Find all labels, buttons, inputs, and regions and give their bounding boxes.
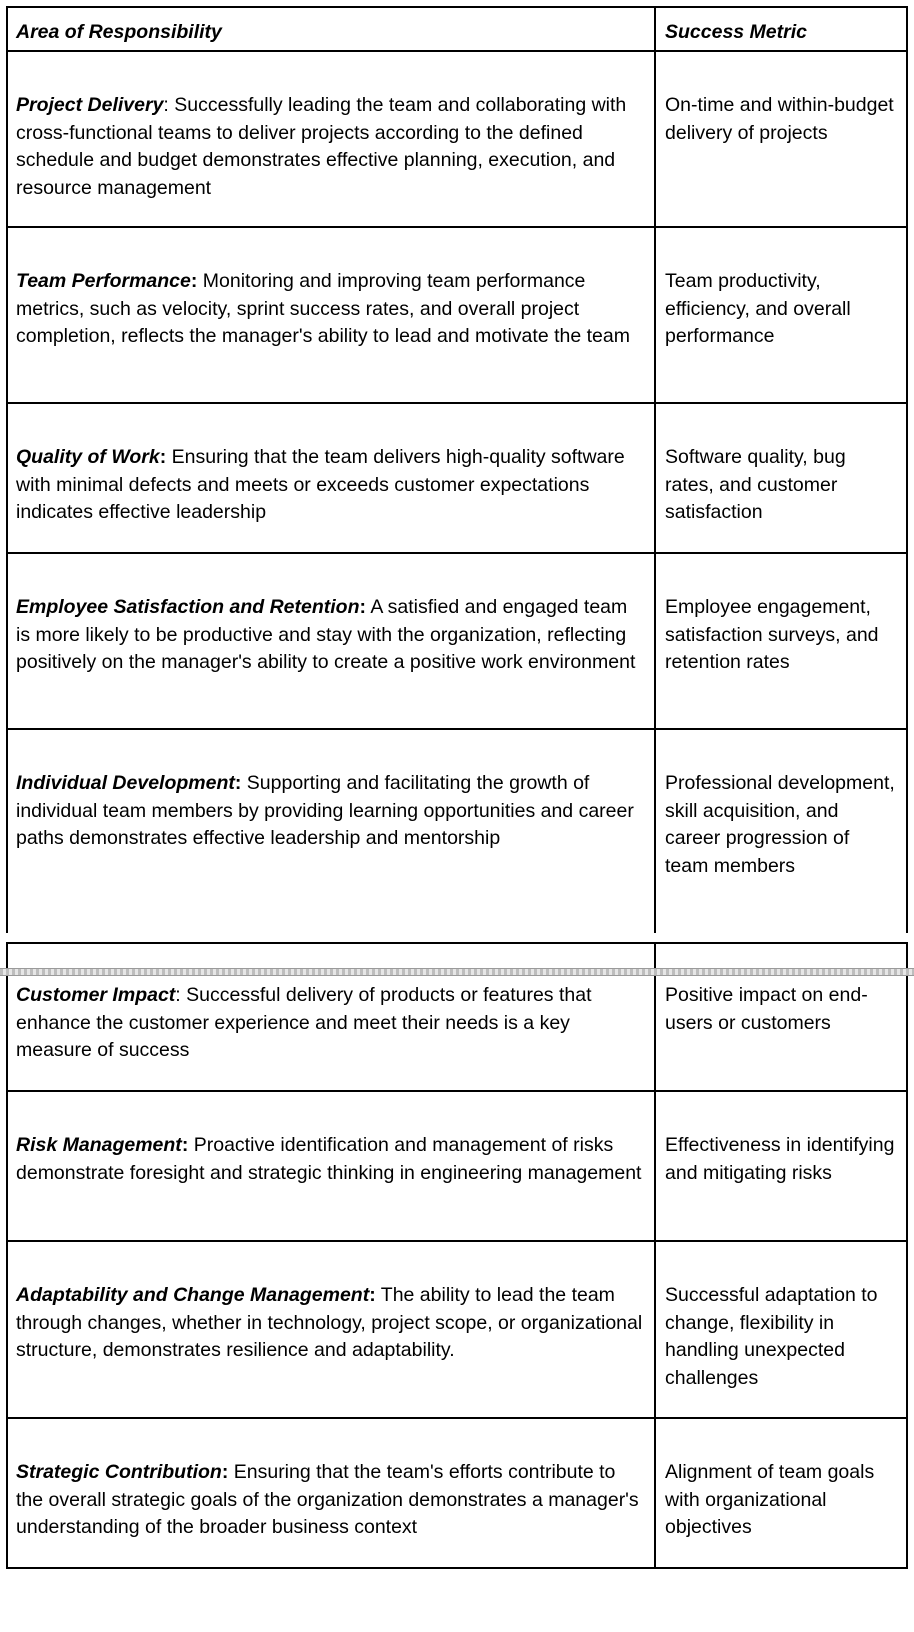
header-metric: Success Metric <box>665 21 807 43</box>
area-text: Successfully leading the team and collaborating with cross-functional teams to deliver projects according to the defined schedule and budget demonstrates effective planning, execution, and resource management <box>16 94 627 199</box>
area-cell <box>8 1419 656 1567</box>
area-sep: : <box>234 772 242 794</box>
area-text: Proactive identification and management of risks demonstrate foresight and strategic thinking in engineering management <box>16 1134 642 1184</box>
table-row <box>6 942 908 1092</box>
area-cell <box>8 404 656 552</box>
area-title: Quality of Work <box>16 446 160 468</box>
metric-cell: Positive impact on end-users or customers <box>665 984 868 1034</box>
area-cell <box>8 228 656 402</box>
metric-cell: Software quality, bug rates, and customer satisfaction <box>665 446 846 523</box>
area-text: Successful delivery of products or features that enhance the customer experience and meet their needs is a key measure of success <box>16 984 592 1061</box>
area-title: Strategic Contribution <box>16 1461 222 1483</box>
area-sep: : <box>190 270 198 292</box>
area-sep: : <box>221 1461 229 1483</box>
table-row <box>6 554 908 730</box>
metric-cell: Effectiveness in identifying and mitigating risks <box>665 1134 895 1184</box>
table-row <box>6 404 908 554</box>
area-text: Monitoring and improving team performance metrics, such as velocity, sprint success rates, and overall project completion, reflects the manager's ability to lead and motivate the team <box>16 270 630 347</box>
area-sep: : <box>159 446 167 468</box>
metric-cell: Team productivity, efficiency, and overall performance <box>665 270 851 347</box>
table-header-row <box>6 6 908 52</box>
area-title: Team Performance <box>16 270 191 292</box>
table-row <box>6 730 908 933</box>
table-row <box>6 1419 908 1569</box>
table-row <box>6 228 908 404</box>
area-sep: : <box>359 596 366 618</box>
responsibility-table <box>6 6 908 1569</box>
area-cell <box>8 730 656 933</box>
area-text: Ensuring that the team's efforts contribute to the overall strategic goals of the organization demonstrates a manager's understanding of the broader business context <box>16 1461 639 1538</box>
metric-cell: Employee engagement, satisfaction surveys, and retention rates <box>665 596 879 673</box>
area-sep: : <box>163 94 169 116</box>
table-row <box>6 52 908 228</box>
area-title: Adaptability and Change Management <box>16 1284 370 1306</box>
area-title: Customer Impact <box>16 984 176 1006</box>
area-title: Project Delivery <box>16 94 164 116</box>
area-cell <box>8 52 656 226</box>
area-cell <box>8 944 656 1090</box>
area-cell <box>8 554 656 728</box>
table-row <box>6 1092 908 1242</box>
metric-cell: Successful adaptation to change, flexibility in handling unexpected challenges <box>665 1284 878 1389</box>
area-sep: : <box>175 984 181 1006</box>
area-text: The ability to lead the team through changes, whether in technology, project scope, or organizational structure, demonstrates resilience and adaptability. <box>16 1284 643 1361</box>
page-break-divider <box>0 968 914 976</box>
table-row <box>6 1242 908 1419</box>
area-sep: : <box>181 1134 189 1156</box>
area-cell <box>8 1092 656 1240</box>
header-area: Area of Responsibility <box>8 8 656 50</box>
area-text: A satisfied and engaged team is more likely to be productive and stay with the organization, reflecting positively on the manager's ability to create a positive work environment <box>16 596 636 673</box>
area-title: Risk Management <box>16 1134 182 1156</box>
area-sep: : <box>369 1284 376 1306</box>
area-text: Supporting and facilitating the growth of individual team members by providing learning opportunities and career paths demonstrates effective leadership and mentorship <box>16 772 634 849</box>
metric-cell: Alignment of team goals with organizational objectives <box>665 1461 875 1538</box>
area-text: Ensuring that the team delivers high-quality software with minimal defects and meets or exceeds customer expectations indicates effective leadership <box>16 446 625 523</box>
area-title: Employee Satisfaction and Retention <box>16 596 360 618</box>
area-cell <box>8 1242 656 1417</box>
metric-cell: On-time and within-budget delivery of projects <box>665 94 894 144</box>
area-title: Individual Development <box>16 772 235 794</box>
metric-cell: Professional development, skill acquisition, and career progression of team members <box>665 772 895 877</box>
